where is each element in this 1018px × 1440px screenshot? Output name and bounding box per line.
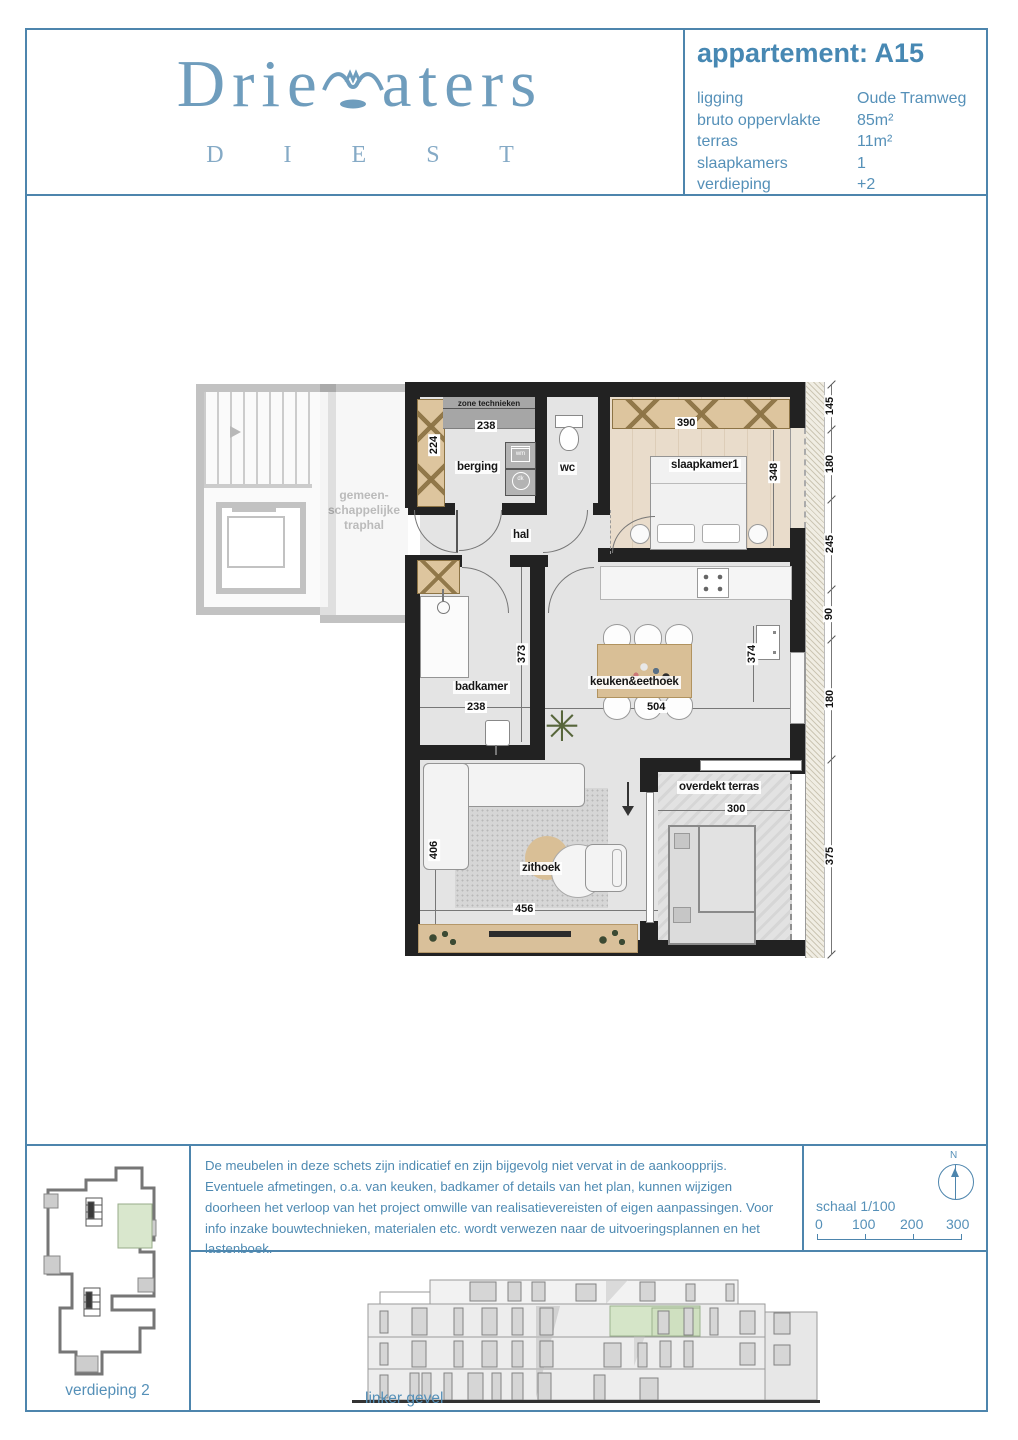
cooktop (697, 568, 729, 598)
door-leaf (456, 510, 458, 552)
bedroom-window (790, 428, 806, 528)
bathroom-width-dim: 238 (467, 701, 486, 713)
zone-technieken-label: zone technieken (443, 397, 535, 409)
apartment-title: appartement: A15 (697, 38, 925, 68)
livingroom-window (646, 792, 654, 923)
terrace-label: overdekt terras (679, 781, 760, 793)
logo-wave-icon (320, 60, 386, 122)
armchair (585, 844, 627, 892)
scale-box-divider (802, 1144, 804, 1252)
berging-label: berging (457, 461, 498, 473)
bathroom-sink (485, 720, 510, 746)
info-value: 1 (857, 154, 866, 172)
terrace-width-dim: 300 (727, 803, 746, 815)
scale-tick: 300 (946, 1216, 970, 1232)
tv-cabinet (418, 924, 638, 953)
info-label: ligging (697, 90, 744, 107)
footer-divider (25, 1144, 988, 1146)
entry-arrow-head (622, 806, 634, 816)
stairwell-room (196, 384, 336, 615)
info-value: Oude Tramweg (857, 90, 967, 107)
toilet-bowl (559, 426, 579, 451)
wall (405, 745, 545, 760)
kitchen-height-dim: 374 (746, 644, 759, 664)
chain-dim: 180 (824, 689, 837, 709)
chain-dim: 375 (824, 846, 837, 866)
wall (640, 921, 658, 941)
bedroom-label: slaapkamer1 (671, 459, 739, 471)
chain-dim: 145 (824, 396, 837, 416)
info-row (697, 131, 966, 153)
scale-tick: 100 (852, 1216, 876, 1232)
kitchen-label: keuken&eethoek (590, 676, 679, 688)
zone-width-dim: 238 (477, 420, 496, 432)
stairs (204, 392, 312, 488)
nightstand (748, 524, 768, 544)
logo (105, 36, 615, 132)
elevator-car (227, 516, 285, 568)
logo-text-2: aters (381, 46, 544, 121)
plant (425, 928, 459, 948)
floor-plan (25, 196, 988, 1144)
scale-label: schaal 1/100 (816, 1198, 896, 1214)
kitchen-window (790, 652, 805, 724)
info-row (697, 174, 966, 196)
wall (502, 503, 547, 515)
info-row (697, 153, 966, 175)
wall (790, 528, 805, 652)
livingroom-height-dim: 406 (428, 840, 441, 860)
bathroom-cabinet (417, 560, 460, 594)
dim-line (420, 910, 658, 911)
terrace-sliding-door (700, 760, 802, 771)
info-label: bruto oppervlakte (697, 111, 821, 129)
stair-arrow (230, 426, 241, 438)
hal-label: hal (513, 529, 530, 541)
chain-dim: 90 (823, 607, 836, 621)
apartment-info-table (697, 88, 966, 196)
elevation-label: linker gevel (365, 1390, 444, 1407)
info-value: +2 (857, 176, 876, 193)
wall (598, 382, 610, 515)
wall (640, 772, 658, 792)
scale-ruler-tick (961, 1234, 962, 1240)
washer-label: wm (515, 451, 526, 457)
scale-ruler (817, 1239, 962, 1240)
info-row (697, 88, 966, 110)
bedroom-width-dim: 390 (677, 417, 696, 429)
bedroom-height-dim: 348 (768, 462, 781, 482)
info-label: verdieping (697, 176, 771, 193)
keyplan-drawing (30, 1160, 182, 1382)
dim-line (658, 810, 790, 811)
wc-label: wc (560, 462, 575, 474)
compass-icon (938, 1164, 974, 1200)
logo-info-divider (683, 28, 685, 196)
kitchen-counter (600, 566, 792, 600)
scale-tick: 200 (900, 1216, 924, 1232)
wall (535, 382, 547, 515)
livingroom-width-dim: 456 (515, 903, 534, 915)
scale-ruler-tick (865, 1234, 866, 1240)
plant (595, 928, 629, 948)
disclaimer-text: De meubelen in deze schets zijn indicatief en zijn bijgevolg niet vervat in de aankoopprijs. Eventuele afmetingen, o.a. van keuken, badkamer of details van het plan, kunnen wijzigen doorheen het verloop van het project omwille van realisatievereisten of eigen aanpassingen. Voor info inzake bouwtechnieken, materialen etc. wordt verwezen naar de uitvoeringsplannen en het lastenboek. (205, 1158, 774, 1257)
tv (489, 931, 571, 937)
elevator-door (232, 508, 276, 512)
kitchen-width-dim: 504 (647, 701, 666, 713)
chain-dim: 180 (824, 454, 837, 474)
logo-text-1: Drie (176, 46, 324, 121)
info-label: slaapkamers (697, 154, 788, 172)
outdoor-sofa (668, 825, 756, 945)
washer (505, 442, 536, 469)
fridge-cabinet (756, 625, 780, 660)
insulation-strip (805, 382, 825, 958)
dining-table (597, 644, 692, 698)
scale-ruler-tick (913, 1234, 914, 1240)
wall (593, 503, 610, 515)
entry-arrow (627, 782, 629, 806)
scale-tick: 0 (815, 1216, 823, 1232)
scale-ruler-tick (817, 1234, 818, 1240)
info-value: 11m² (857, 133, 893, 150)
keyplan-label: verdieping 2 (65, 1382, 150, 1399)
dryer (505, 469, 536, 496)
bathroom-label: badkamer (455, 681, 508, 693)
keyplan-divider (189, 1144, 191, 1410)
chain-dim: 245 (824, 534, 837, 554)
compass-n-label: N (950, 1150, 958, 1161)
dryer-label: dk (517, 476, 524, 482)
traphal-corridor (320, 384, 408, 623)
traphal-label-line: schappelijke (327, 503, 401, 517)
bathroom-height-dim: 373 (516, 644, 529, 664)
wall (790, 382, 805, 428)
bedroom-wardrobe (612, 399, 790, 429)
info-label: terras (697, 133, 738, 150)
logo-city: D I E S T (206, 142, 541, 168)
dim-line (773, 430, 774, 546)
plant: ✳ (544, 703, 580, 750)
berging-height-dim: 224 (428, 435, 441, 455)
traphal-label-line: traphal (343, 518, 384, 532)
livingroom-label: zithoek (522, 862, 561, 874)
elevator (216, 502, 306, 594)
traphal-label-line: gemeen- (339, 488, 389, 502)
info-value: 85m² (857, 111, 894, 129)
info-row (697, 110, 966, 132)
